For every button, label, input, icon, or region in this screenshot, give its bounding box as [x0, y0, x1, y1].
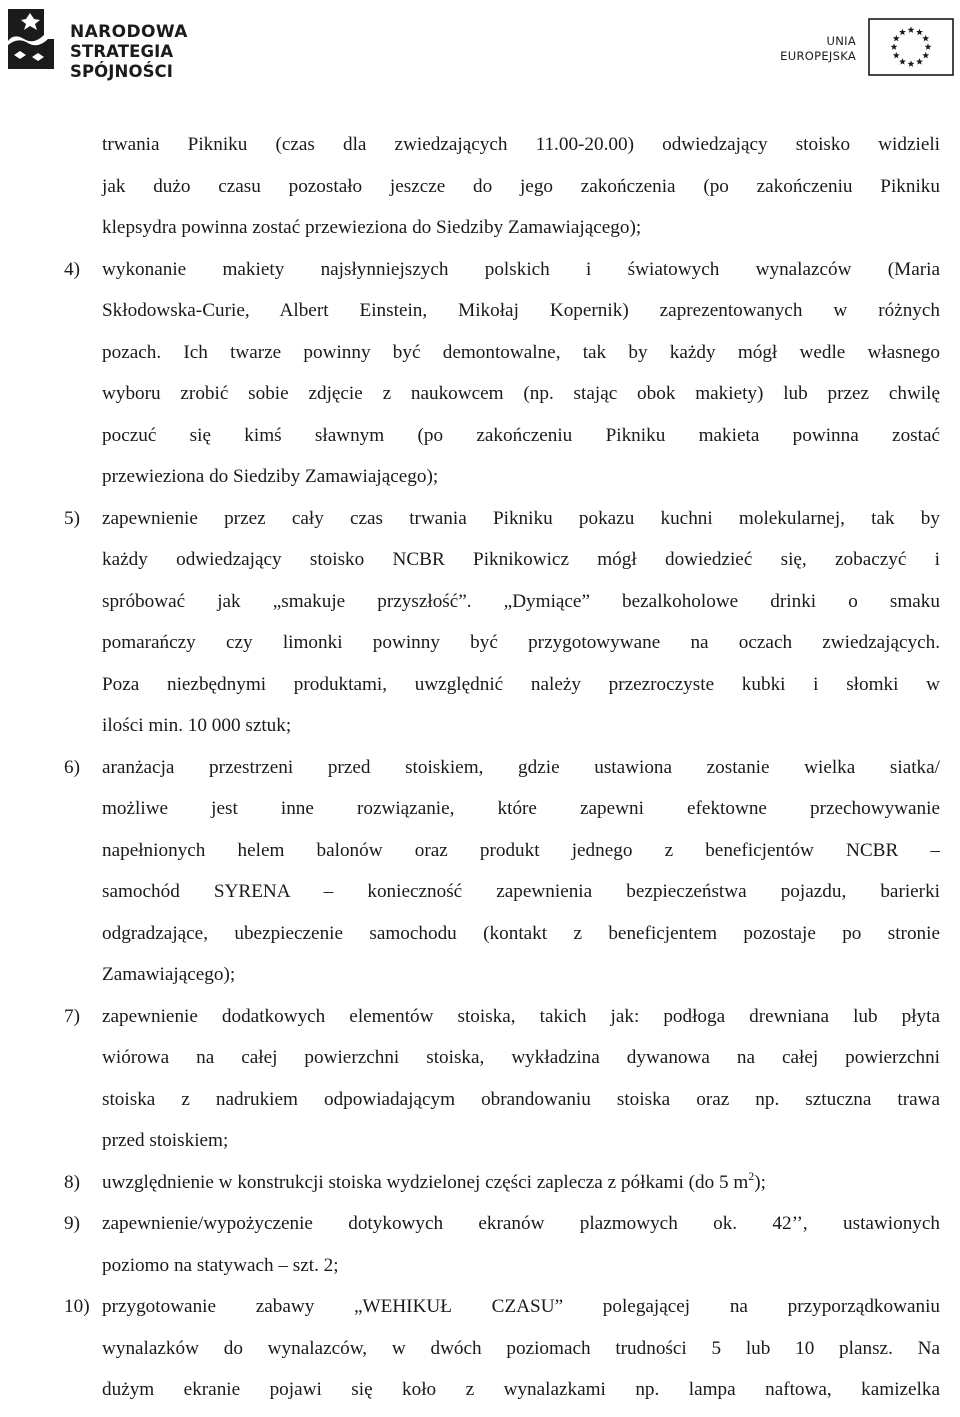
line-text: odgradzające, ubezpieczenie samochodu (kontakt z beneficjentem pozostaje po stronie — [102, 922, 940, 944]
paragraph-text — [102, 960, 940, 990]
line-text: jak dużo czasu pozostało jeszcze do jego zakończenia (po zakończeniu Pikniku — [102, 175, 940, 197]
paragraph-text — [102, 504, 940, 534]
line-text: Zamawiającego); — [102, 964, 236, 985]
narodowa-strategia-spojnosci-logo — [4, 5, 274, 81]
paragraph-text — [102, 172, 940, 202]
line-text: zapewnienie/wypożyczenie dotykowych ekranów plazmowych ok. 42’’, ustawionych — [102, 1213, 940, 1234]
line-text: wyboru zrobić sobie zdjęcie z naukowcem (np. stając obok makiety) lub przez chwilę — [102, 383, 940, 404]
paragraph-text — [102, 1168, 940, 1198]
line-text: dużym ekranie pojawi się koło z wynalazkami np. lampa naftowa, kamizelka — [102, 1379, 940, 1400]
paragraph-text — [102, 1334, 940, 1364]
line-text: pozach. Ich twarze powinny być demontowalne, tak by każdy mógł wedle własnego — [102, 341, 940, 363]
ue-text-line2: EUROPEJSKA — [780, 49, 856, 63]
paragraph-text — [102, 836, 940, 866]
paragraph-text — [102, 1375, 940, 1405]
paragraph-text — [102, 296, 940, 326]
paragraph-text — [102, 877, 940, 907]
line-text: klepsydra powinna zostać przewieziona do Siedziby Zamawiającego); — [102, 217, 642, 238]
line-text: przed stoiskiem; — [102, 1130, 229, 1151]
paragraph-text — [102, 919, 940, 949]
paragraph-text — [102, 753, 940, 783]
line-text: możliwe jest inne rozwiązanie, które zapewni efektowne przechowywanie — [102, 798, 940, 819]
paragraph-text — [102, 338, 940, 368]
paragraph-text — [102, 462, 940, 492]
unia-europejska-logo — [780, 18, 956, 78]
list-number: 6) — [64, 756, 80, 778]
paragraph-text — [102, 711, 940, 741]
ue-text-line1: UNIA — [826, 34, 856, 48]
paragraph-text — [102, 421, 940, 451]
paragraph-text — [102, 1292, 940, 1322]
page-header — [0, 0, 960, 110]
line-text: napełnionych helem balonów oraz produkt jednego z beneficjentów NCBR – — [102, 839, 940, 861]
line-text: uwzględnienie w konstrukcji stoiska wydzielonej części zaplecza z półkami (do 5 m — [102, 1171, 749, 1193]
paragraph-text — [102, 1209, 940, 1239]
line-text: każdy odwiedzający stoisko NCBR Piknikowicz mógł dowiedzieć się, zobaczyć i — [102, 549, 940, 570]
line-text: zapewnienie dodatkowych elementów stoiska, takich jak: podłoga drewniana lub płyta — [102, 1005, 940, 1027]
list-number: 8) — [64, 1171, 80, 1193]
paragraph-text — [102, 670, 940, 700]
nss-emblem-icon — [4, 5, 60, 73]
line-text: wiórowa na całej powierzchni stoiska, wykładzina dywanowa na całej powierzchni — [102, 1047, 940, 1068]
paragraph-text — [102, 1043, 940, 1073]
line-text: poziomo na statywach – szt. 2; — [102, 1254, 339, 1276]
line-text: aranżacja przestrzeni przed stoiskiem, gdzie ustawiona zostanie wielka siatka/ — [102, 756, 940, 778]
paragraph-text — [102, 130, 940, 160]
line-text: ilości min. 10 000 sztuk; — [102, 715, 292, 736]
list-number: 4) — [64, 258, 80, 280]
line-text: trwania Pikniku (czas dla zwiedzających 11.00-20.00) odwiedzający stoisko widzieli — [102, 134, 940, 155]
list-number: 10) — [64, 1296, 90, 1317]
list-number: 7) — [64, 1005, 80, 1027]
line-text: przewieziona do Siedziby Zamawiającego); — [102, 466, 439, 487]
paragraph-text — [102, 255, 940, 285]
logo-text-line2: STRATEGIA SPÓJNOŚCI — [70, 42, 174, 81]
line-text-tail: ); — [754, 1171, 767, 1193]
line-text: poczuć się kimś sławnym (po zakończeniu Pikniku makieta powinna zostać — [102, 424, 940, 446]
line-text: Poza niezbędnymi produktami, uwzględnić należy przezroczyste kubki i słomki w — [102, 673, 940, 695]
line-text: zapewnienie przez cały czas trwania Pikniku pokazu kuchni molekularnej, tak by — [102, 507, 940, 529]
paragraph-text — [102, 1251, 940, 1281]
list-number: 5) — [64, 507, 80, 529]
line-text: samochód SYRENA – konieczność zapewnienia bezpieczeństwa pojazdu, barierki — [102, 881, 940, 902]
line-text: spróbować jak „smakuje przyszłość”. „Dymiące” bezalkoholowe drinki o smaku — [102, 590, 940, 612]
paragraph-text — [102, 1085, 940, 1115]
line-text: przygotowanie zabawy „WEHIKUŁ CZASU” polegającej na przyporządkowaniu — [102, 1296, 940, 1317]
line-text: wykonanie makiety najsłynniejszych polskich i światowych wynalazców (Maria — [102, 258, 940, 280]
superscript: 2 — [748, 1168, 755, 1183]
paragraph-text — [102, 213, 940, 243]
paragraph-text — [102, 794, 940, 824]
line-text: stoiska z nadrukiem odpowiadającym obrandowaniu stoiska oraz np. sztuczna trawa — [102, 1088, 940, 1110]
paragraph-text — [102, 379, 940, 409]
paragraph-text — [102, 587, 940, 617]
line-text: wynalazków do wynalazców, w dwóch poziomach trudności 5 lub 10 plansz. Na — [102, 1337, 940, 1359]
logo-text-line1: NARODOWA — [70, 22, 188, 42]
paragraph-text — [102, 1126, 940, 1156]
line-text: pomarańczy czy limonki powinny być przygotowywane na oczach zwiedzających. — [102, 632, 940, 653]
paragraph-text — [102, 545, 940, 575]
line-text: Skłodowska-Curie, Albert Einstein, Mikołaj Kopernik) zaprezentowanych w różnych — [102, 300, 940, 321]
list-number: 9) — [64, 1213, 80, 1234]
paragraph-text — [102, 1002, 940, 1032]
paragraph-text — [102, 628, 940, 658]
eu-flag-icon — [868, 18, 954, 76]
